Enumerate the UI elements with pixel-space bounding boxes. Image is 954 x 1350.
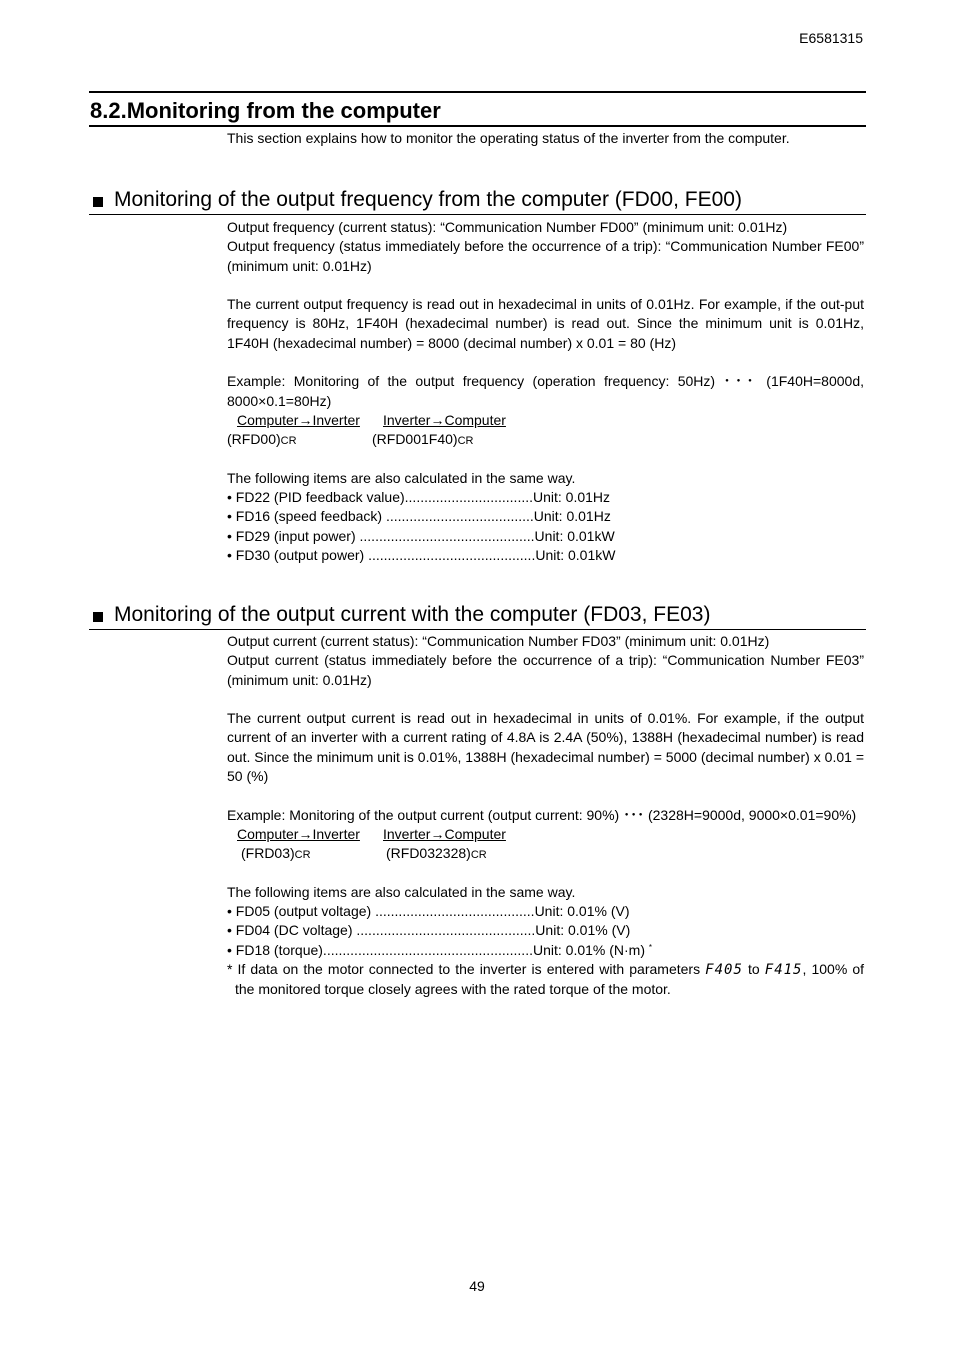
- curr-example: Example: Monitoring of the output current (output current: 90%) ･･･ (2328H=9000d, 9000×0.01=90%): [227, 806, 857, 823]
- freq-line2: Output frequency (status immediately before the occurrence of a trip): “Communication Number FE00” (minimum unit: 0.01Hz): [227, 238, 864, 274]
- frequency-subheading: [89, 185, 866, 215]
- curr-command: (FRD03)CR: [241, 845, 311, 862]
- current-section: [227, 632, 864, 1000]
- current-subheading: [89, 600, 866, 630]
- section-heading: [89, 91, 866, 127]
- freq-command: (RFD00)CR: [227, 431, 297, 448]
- intro-text: This section explains how to monitor the operating status of the inverter from the computer.: [227, 130, 790, 146]
- curr-same-way: The following items are also calculated in the same way.: [227, 883, 576, 900]
- freq-paragraph: The current output frequency is read out in hexadecimal in units of 0.01Hz. For example, if the out-put frequency is 80Hz, 1F40H (hexadecimal number) is read out. Since the minimum unit is 0.01Hz, 1F40H (hexadecimal number) = 8000 (decimal number) x 0.01 = 80 (Hz): [227, 296, 864, 351]
- freq-col-computer-inverter: Computer→Inverter: [237, 411, 360, 428]
- curr-col-inverter-computer: Inverter→Computer: [383, 825, 506, 842]
- list-item: • FD05 (output voltage) .........................................Unit: 0.01% (V): [227, 903, 630, 920]
- curr-response: (RFD032328)CR: [386, 845, 487, 862]
- list-item: • FD29 (input power) .............................................Unit: 0.01kW: [227, 527, 615, 544]
- bullet-square-icon: [93, 197, 103, 207]
- list-item: • FD18 (torque)......................................................Unit: 0.01% (N·m) *: [227, 941, 653, 958]
- freq-line1: Output frequency (current status): “Communication Number FD00” (minimum unit: 0.01Hz): [227, 219, 788, 235]
- param-f415: F415: [764, 962, 803, 979]
- curr-col-computer-inverter: Computer→Inverter: [237, 825, 360, 842]
- list-item: • FD30 (output power) ...........................................Unit: 0.01kW: [227, 547, 616, 564]
- freq-same-way: The following items are also calculated in the same way.: [227, 469, 576, 486]
- document-id: E6581315: [799, 30, 863, 46]
- curr-paragraph: The current output current is read out in hexadecimal in units of 0.01%. For example, if the output current of an inverter with a current rating of 4.8A is 2.4A (50%), 1388H (hexadecimal number) is read out. Since the minimum unit is 0.01%, 1388H (hexadecimal number) = 5000 (decimal number) x 0.01 = 50 (%): [227, 710, 864, 785]
- frequency-section: [227, 218, 864, 565]
- curr-line1: Output current (current status): “Communication Number FD03” (minimum unit: 0.01Hz): [227, 633, 770, 649]
- freq-response: (RFD001F40)CR: [372, 431, 474, 448]
- page-number: 49: [469, 1278, 485, 1294]
- bullet-square-icon: [93, 612, 103, 622]
- curr-line2: Output current (status immediately before the occurrence of a trip): “Communication Number FE03” (minimum unit: 0.01Hz): [227, 652, 864, 688]
- torque-footnote: * If data on the motor connected to the inverter is entered with parameters F405 to F415, 100% of the monitored torque closely agrees with the rated torque of the motor.: [227, 961, 865, 998]
- param-f405: F405: [705, 962, 743, 979]
- freq-col-inverter-computer: Inverter→Computer: [383, 411, 506, 428]
- section-heading-text: 8.2.Monitoring from the computer: [90, 98, 441, 123]
- curr-direction-row: [227, 825, 864, 844]
- list-item: • FD22 (PID feedback value).................................Unit: 0.01Hz: [227, 489, 611, 506]
- freq-example: Example: Monitoring of the output frequency (operation frequency: 50Hz) ･･･ (1F40H=8000d, 8000×0.1=80Hz): [227, 373, 864, 409]
- list-item: • FD04 (DC voltage) ..............................................Unit: 0.01% (V): [227, 922, 631, 939]
- freq-command-row: [227, 430, 864, 449]
- freq-direction-row: [227, 411, 864, 430]
- frequency-subheading-text: Monitoring of the output frequency from the computer (FD00, FE00): [114, 188, 742, 211]
- curr-command-row: [227, 844, 864, 863]
- current-subheading-text: Monitoring of the output current with the computer (FD03, FE03): [114, 603, 711, 626]
- list-item: • FD16 (speed feedback) ......................................Unit: 0.01Hz: [227, 508, 611, 525]
